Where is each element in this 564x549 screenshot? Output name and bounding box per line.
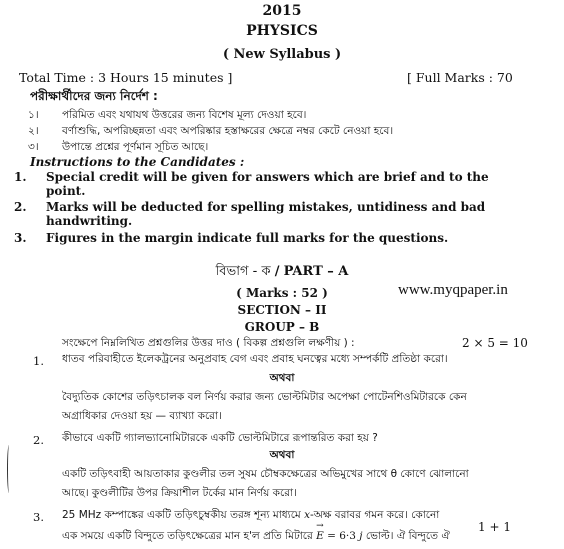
question-text (62, 529, 450, 546)
question-text-part: এক সময়ে একটি বিন্দুতে তড়িৎক্ষেত্রের মান হ'ল প্রতি মিটারে (62, 530, 313, 542)
watermark: www.myqpaper.in (398, 282, 508, 298)
math-variable: x (304, 509, 311, 521)
syllabus-label: ( New Syllabus ) (222, 47, 342, 62)
question-text-part: ভোল্ট। ঐ বিন্দুতে ঐ (365, 530, 450, 542)
question-number: 1. (33, 354, 44, 368)
bengali-instruction-number: ২। (28, 125, 39, 137)
bengali-instruction-text: বর্ণাশুদ্ধি, অপরিচ্ছন্নতা এবং অপরিষ্কার হস্তাক্ষরের ক্ষেত্রে নম্বর কেটে নেওয়া হবে। (62, 125, 394, 137)
question-text-part: 25 MHz কম্পাঙ্কের একটি তড়িৎচুম্বকীয় তরঙ্গ শূন্য মাধ্যমে (62, 509, 301, 521)
bengali-instructions-heading: পরীক্ষার্থীদের জন্য নির্দেশ : (30, 89, 158, 103)
questions-intro: সংক্ষেপে নিম্নলিখিত প্রশ্নগুলির উত্তর দাও ( বিকল্প প্রশ্নগুলি লক্ষণীয় ) : (62, 337, 355, 349)
instruction-text: point. (46, 184, 86, 198)
total-time: Total Time : 3 Hours 15 minutes ] (19, 70, 233, 85)
electric-field-vector: → E (316, 530, 324, 542)
full-marks: [ Full Marks : 70 (407, 70, 513, 85)
question-text: বৈদ্যুতিক কোশের তড়িৎচালক বল নির্ণয় করার জন্য ভোল্টমিটার অপেক্ষা পোটেনশিওমিটারকে কেন (62, 391, 467, 403)
question-text-part: -অক্ষ বরাবর গমন করে। কোনো (310, 509, 440, 521)
questions-intro-marks: 2 × 5 = 10 (462, 336, 528, 350)
question-text: অগ্রাধিকার দেওয়া হয় — ব্যাখ্যা করো। (62, 410, 222, 422)
unit-vector-j: j (359, 530, 363, 542)
group-label: GROUP – B (244, 320, 320, 334)
question-marks: 1 + 1 (478, 520, 511, 534)
question-number: 2. (33, 433, 44, 447)
field-value: = 6·3 (327, 530, 356, 542)
part-heading (0, 262, 564, 283)
instruction-text: Figures in the margin indicate full marks for the questions. (46, 231, 449, 245)
question-text: আছে। কুণ্ডলীটির উপর ক্রিয়াশীল টর্কের মান নির্ণয় করো। (62, 487, 297, 499)
question-text: কীভাবে একটি গ্যালভ্যানোমিটারকে একটি ভোল্টমিটারে রূপান্তরিত করা হয় ? (62, 432, 378, 444)
instruction-text: handwriting. (46, 214, 133, 228)
part-title-bengali: বিভাগ - ক (215, 264, 271, 279)
bengali-instruction-text: উপান্তে প্রশ্নের পূর্ণমান সূচিত আছে। (62, 141, 209, 153)
instruction-number: 2. (14, 200, 27, 214)
bengali-instruction-number: ৩। (28, 141, 39, 153)
part-title-english: PART – A (283, 264, 349, 279)
question-text (62, 508, 439, 525)
subject-title: PHYSICS (246, 23, 318, 39)
question-text: একটি তড়িৎবাহী আয়তাকার কুণ্ডলীর তল সুষম চৌম্বকক্ষেত্রের অভিমুখের সাথে θ কোণে ঝোলানো (62, 468, 469, 480)
or-label: অথবা (269, 372, 295, 384)
part-separator: / (274, 264, 280, 279)
instruction-number: 3. (14, 231, 27, 245)
or-label: অথবা (269, 449, 295, 461)
exam-year: 2015 (262, 3, 302, 19)
instruction-number: 1. (14, 170, 27, 184)
question-number: 3. (33, 510, 44, 524)
part-marks: ( Marks : 52 ) (236, 286, 328, 300)
instructions-heading: Instructions to the Candidates : (30, 155, 245, 169)
instruction-text: Marks will be deducted for spelling mistakes, untidiness and bad (46, 200, 486, 214)
bengali-instruction-number: ১। (28, 109, 39, 121)
margin-pen-mark (7, 445, 11, 493)
bengali-instruction-text: পরিমিত এবং যথাযথ উত্তরের জন্য বিশেষ মূল্য দেওয়া হবে। (62, 109, 307, 121)
question-text: ধাতব পরিবাহীতে ইলেকট্রনের অনুপ্রবাহ বেগ এবং প্রবাহ ঘনত্বের মধ্যে সম্পর্কটি প্রতিষ্ঠা করো। (62, 353, 448, 365)
section-label: SECTION – II (237, 303, 327, 317)
instruction-text: Special credit will be given for answers which are brief and to the (46, 170, 489, 184)
